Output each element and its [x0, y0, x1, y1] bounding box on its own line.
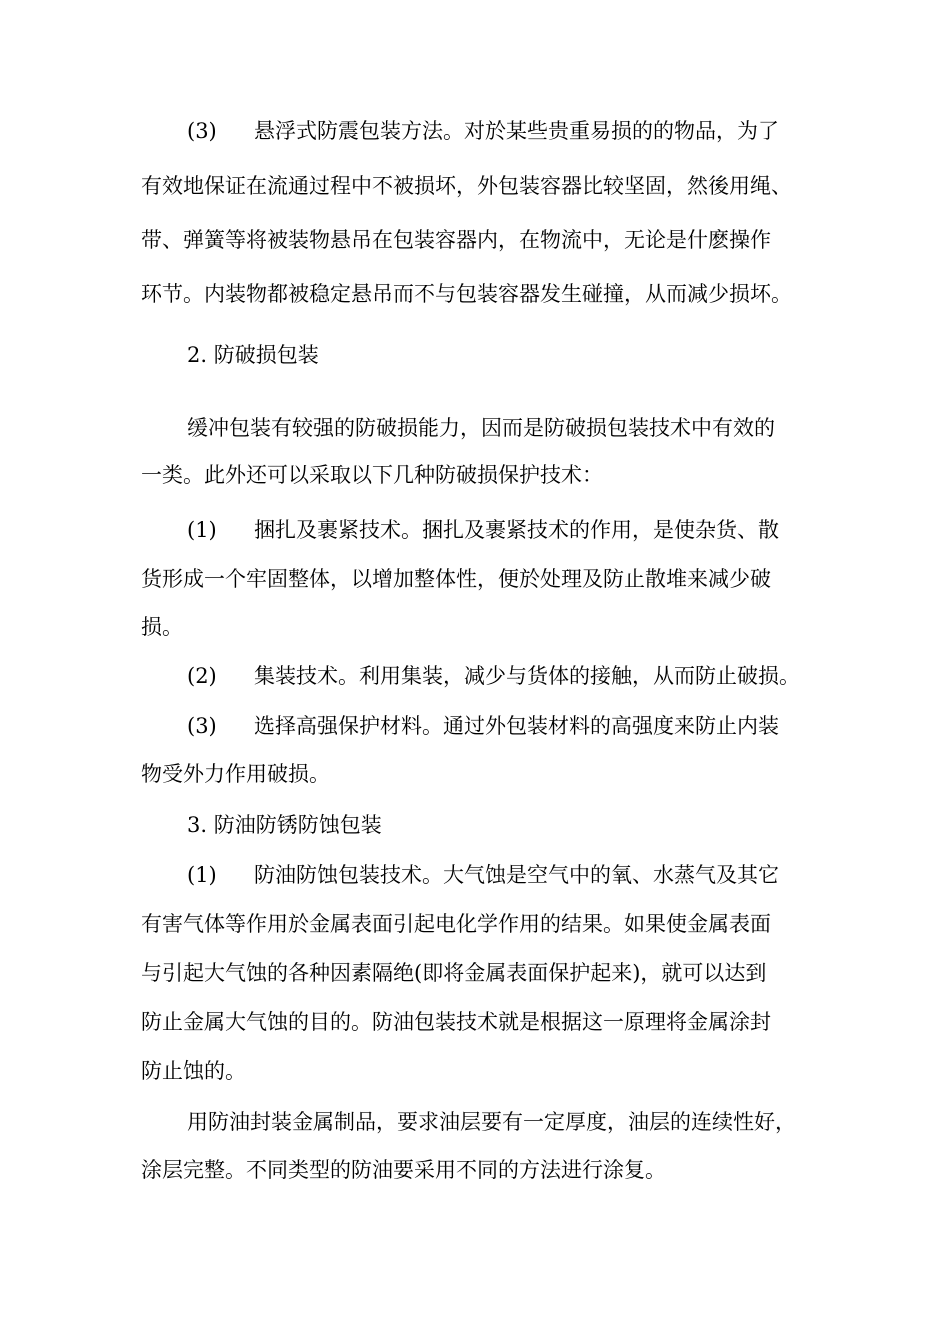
- paragraph-line: 用防油封装金属制品，要求油层要有一定厚度，油层的连续性好，: [187, 1110, 796, 1134]
- item-number: (1): [187, 863, 217, 887]
- paragraph-line: 防止金属大气蚀的目的。防油包装技术就是根据这一原理将金属涂封: [141, 1010, 771, 1034]
- item-line: [187, 116, 779, 146]
- item-text: 捆扎及裹紧技术。捆扎及裹紧技术的作用，是使杂货、散: [254, 518, 779, 542]
- paragraph-line: 货形成一个牢固整体，以增加整体性，便於处理及防止散堆来减少破: [141, 567, 771, 591]
- item-text: 集装技术。利用集装，减少与货体的接触，从而防止破损。: [254, 664, 800, 688]
- paragraph-line: 一类。此外还可以采取以下几种防破损保护技术：: [141, 463, 603, 487]
- item-line: [187, 711, 779, 741]
- paragraph-line: 有害气体等作用於金属表面引起电化学作用的结果。如果使金属表面: [141, 912, 771, 936]
- paragraph-line: 缓冲包装有较强的防破损能力，因而是防破损包装技术中有效的: [187, 416, 775, 440]
- item-number: (2): [187, 664, 217, 688]
- paragraph-line: 有效地保证在流通过程中不被损坏，外包装容器比较坚固，然後用绳、: [141, 174, 792, 198]
- paragraph-line: 损。: [141, 615, 183, 639]
- paragraph-line: 涂层完整。不同类型的防油要采用不同的方法进行涂复。: [141, 1158, 666, 1182]
- item-number: (3): [187, 119, 217, 143]
- item-line: [187, 860, 779, 890]
- item-text: 防油防蚀包装技术。大气蚀是空气中的氧、水蒸气及其它: [254, 863, 779, 887]
- item-text: 悬浮式防震包装方法。对於某些贵重易损的的物品，为了: [254, 119, 779, 143]
- section-heading: 3. 防油防锈防蚀包装: [187, 813, 382, 837]
- item-line: [187, 661, 800, 691]
- section-heading: 2. 防破损包装: [187, 343, 319, 367]
- item-number: (1): [187, 518, 217, 542]
- item-number: (3): [187, 714, 217, 738]
- item-text: 选择高强保护材料。通过外包装材料的高强度来防止内装: [254, 714, 779, 738]
- paragraph-line: 带、弹簧等将被装物悬吊在包装容器内，在物流中，无论是什麽操作: [141, 228, 771, 252]
- paragraph-line: 物受外力作用破损。: [141, 762, 330, 786]
- paragraph-line: 防止蚀的。: [141, 1059, 246, 1083]
- item-line: [187, 515, 779, 545]
- paragraph-line: 与引起大气蚀的各种因素隔绝(即将金属表面保护起来)，就可以达到: [141, 961, 767, 985]
- paragraph-line: 环节。内装物都被稳定悬吊而不与包装容器发生碰撞，从而减少损坏。: [141, 282, 792, 306]
